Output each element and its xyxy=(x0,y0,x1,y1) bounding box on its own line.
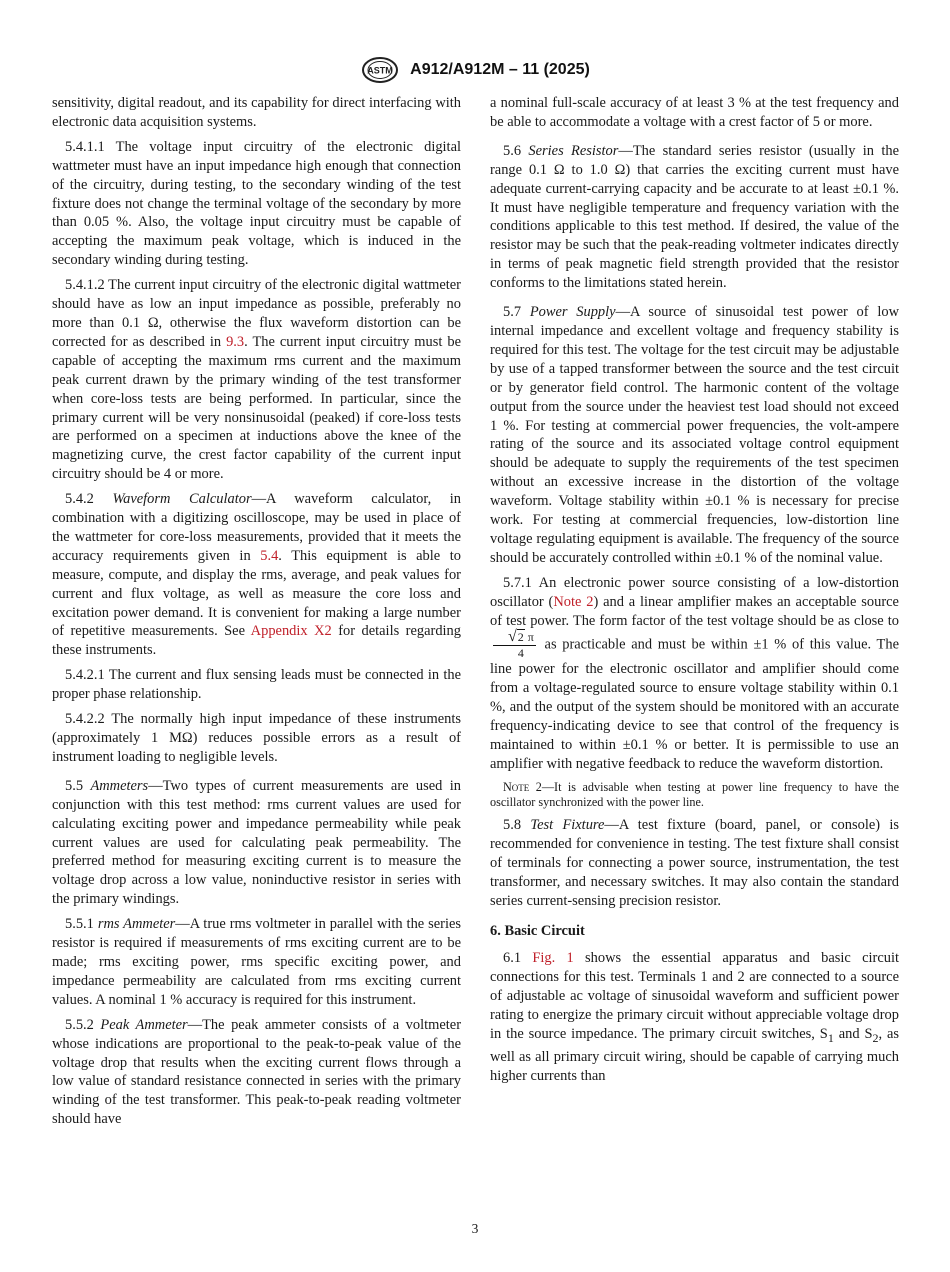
left-column xyxy=(52,94,461,1135)
subsection-title: Power Supply xyxy=(529,304,616,321)
paragraph: sensitivity, digital readout, and its capability for direct interfacing with electronic data acquisition systems. xyxy=(52,95,461,130)
paragraph-5-4-1-1: 5.4.1.1 The voltage input circuitry of the electronic digital wattmeter must have an input impedance high enough that connection of the circuitry, during testing, to the secondary winding of the test fixture does not change the terminal voltage of the secondary by more than 0.05 %. Also, the voltage input circuitry must be capable of accepting the maximum peak voltage, which is induced in the secondary winding during testing. xyxy=(52,138,461,269)
page-number: 3 xyxy=(471,1221,479,1236)
paragraph-5-4-2-2: 5.4.2.2 The normally high input impedance of these instruments (approximately 1 MΩ) reduces possible errors as a result of instrument loading to negligible levels. xyxy=(52,711,461,765)
svg-text:ASTM: ASTM xyxy=(367,65,393,76)
paragraph-5-7: 5.7 Power Supply—A source of sinusoidal test power of low internal impedance and excellent voltage and frequency stability is required for this test. The voltage for the test circuit may be adjustable by use of a tapped transformer between the source and the test circuit or by generator field control. The harmonic content of the voltage output from the source under the heaviest test load should not exceed 1 %. For testing at commercial power frequencies, the volt-ampere rating of the source and its associated voltage control equipment should be adequate to supply the requirements of the test specimen without an excessive increase in the distortion of the voltage waveform. Voltage stability within ±0.1 % is necessary for precise work. For testing at commercial frequencies, low-distortion line voltage regulating equipment is available. The frequency of the source should be accurately controlled within ±0.1 % of the nominal value. xyxy=(490,304,899,566)
subsection-title: Test Fixture xyxy=(530,816,605,833)
paragraph-5-7-1: 5.7.1 An electronic power source consisting of a low-distortion oscillator (Note 2) and a linear amplifier makes an acceptable source of test power. The form factor of the test voltage should be as close to $\frac{√2 \pi}{4}$ as practicable and must be within ±1 % of this value. The line power for the electronic oscillator and amplifier should come from a voltage-regulated source to ensure voltage stability within 0.1 %, and the output of the system should be monitored with an accurate frequency-indicating device to see that control of the frequency is maintained to within ±0.1 % or better. It is permissible to use an amplifier with negative feedback to reduce the waveform distortion. xyxy=(490,574,899,772)
form-factor-fraction: $\frac{√2 \pi}{4}$ xyxy=(493,630,536,660)
paragraph-5-5-1: 5.5.1 rms Ammeter—A true rms voltmeter in parallel with the series resistor is required if measurements of rms exciting current are to be made; rms exciting power, rms specific exciting power, and impedance permeability are calculated from rms exciting current values. A nominal 1 % accuracy is required for this instrument. xyxy=(52,916,462,1008)
page-header xyxy=(0,56,950,84)
paragraph-5-5: 5.5 Ammeters—Two types of current measurements are used in conjunction with this test method: rms current values are used for calculating exciting power and impedance permeability while peak current values are used for calculating peak permeability. The preferred method for measuring exciting current is to measure the voltage drop across a low value, noninductive resistor in series with the primary windings. xyxy=(52,777,462,908)
astm-logo-icon xyxy=(360,56,400,84)
subsection-title: Ammeters xyxy=(90,777,149,794)
right-column xyxy=(490,94,899,1092)
link-section-5-4[interactable]: 5.4 xyxy=(260,547,279,564)
link-fig-1[interactable]: Fig. 1 xyxy=(532,950,574,967)
subsection-title: Series Resistor xyxy=(528,142,619,159)
paragraph-5-4-2-1: 5.4.2.1 The current and flux sensing leads must be connected in the proper phase relationship. xyxy=(52,667,461,703)
section-heading: 6. Basic Circuit xyxy=(490,923,585,940)
link-appendix-x2[interactable]: Appendix X2 xyxy=(250,623,332,640)
note-2: Note 2—It is advisable when testing at power line frequency to have the oscillator synchronized with the power line. xyxy=(490,779,900,809)
paragraph-5-8: 5.8 Test Fixture—A test fixture (board, panel, or console) is recommended for convenience in testing. The test fixture shall consist of terminals for connecting a power source, instrumentation, the test transformer, and necessary switches. It may also contain the standard series current-sensing precision resistor. xyxy=(490,816,899,909)
paragraph-5-6: 5.6 Series Resistor—The standard series resistor (usually in the range 0.1 Ω to 1.0 Ω) that carries the exciting current must have adequate current-carrying capacity and be accurate to at least ±0.1 %. It must have negligible temperature and frequency variation with the conditions applicable to this test method. If desired, the value of the resistor may be such that the peak-reading voltmeter indicates directly in terms of peak magnetic field strength provided that the resistor conforms to the limitations stated herein. xyxy=(490,142,900,292)
subsection-title: Peak Ammeter xyxy=(100,1016,188,1033)
paragraph-6-1: 6.1 Fig. 1 shows the essential apparatus and basic circuit connections for this test. Terminals 1 and 2 are connected to a source of adjustable ac voltage of sinusoidal waveform and sufficient power rating to energize the primary circuit without appreciable voltage drop in the source impedance. The primary circuit switches, $S_1$ and $S_2$, as well as all primary circuit wiring, should be capable of carrying much higher currents than xyxy=(490,950,900,1084)
link-note-2[interactable]: Note 2 xyxy=(553,593,594,610)
document-id: A912/A912M – 11 (2025) xyxy=(410,61,590,78)
subsection-title: Waveform Calculator xyxy=(112,491,252,508)
paragraph-5-4-1-2: 5.4.1.2 The current input circuitry of the electronic digital wattmeter should have as low an input impedance as possible, preferably no more than 0.1 Ω, otherwise the flux waveform distortion can be corrected for as described in 9.3. The current input circuitry must be capable of accepting the maximum rms current and the maximum peak current drawn by the primary winding of the test transformer when core-loss tests are being performed. In particular, since the primary current will be very nonsinusoidal (peaked) if core-loss tests are performed on a specimen at inductions above the knee of the magnetizing curve, the crest factor capability of the current input circuitry should be 4 or more. xyxy=(52,277,462,483)
link-section-9-3[interactable]: 9.3 xyxy=(226,333,245,350)
paragraph-5-5-2: 5.5.2 Peak Ammeter—The peak ammeter consists of a voltmeter whose indications are proportional to the peak-to-peak value of the voltage drop that results when the exciting current flows through a low value of standard resistance connected in series with the primary winding of the test transformer. This peak-to-peak reading voltmeter should have xyxy=(52,1016,462,1128)
subsection-title: rms Ammeter xyxy=(97,916,176,933)
paragraph: a nominal full-scale accuracy of at least 3 % at the test frequency and be able to accommodate a voltage with a crest factor of 5 or more. xyxy=(490,95,899,130)
paragraph-5-4-2: 5.4.2 Waveform Calculator—A waveform calculator, in combination with a digitizing oscilloscope, may be used in place of the wattmeter for core-loss measurements, provided that it meets the accuracy requirements given in 5.4. This equipment is able to measure, compute, and display the rms, average, and peak values for current and flux voltage, as well as measure the core loss and excitation power demand. It is convenient for making a large number of repetitive measurements. See Appendix X2 for details regarding these instruments. xyxy=(52,491,462,659)
